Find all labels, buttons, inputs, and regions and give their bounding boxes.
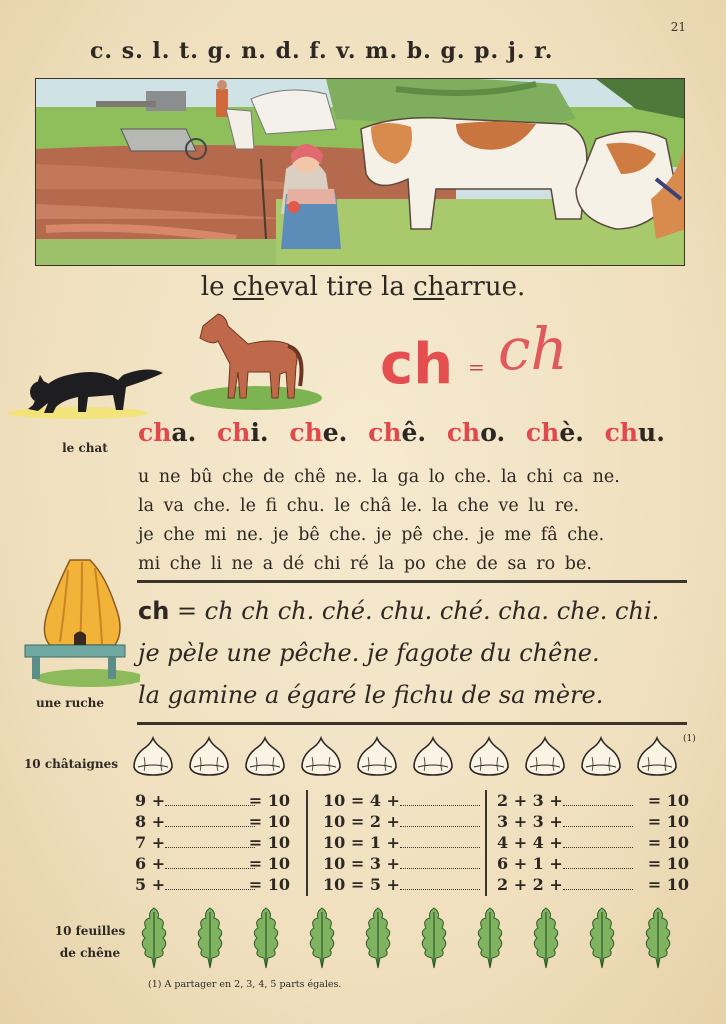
reading-line: je che mi ne. je bê che. je pê che. je me fâ che. — [138, 525, 605, 545]
sum-row: 8 + = 10 — [135, 812, 290, 831]
oak-leaves-label-line-1: 10 feuilles — [54, 924, 126, 938]
column-separator — [485, 790, 487, 896]
oak-leaf-icon — [474, 906, 506, 970]
cursive-ch-head: ch — [138, 597, 170, 625]
beehive-label: une ruche — [36, 696, 104, 710]
oak-leaf-icon — [418, 906, 450, 970]
sum-row: 10 = 2 + — [323, 811, 483, 832]
addition-exercises — [135, 790, 695, 900]
sum-row: 10 = 1 + — [323, 832, 483, 853]
cursive-line-1-rest: = ch ch ch. ché. chu. ché. cha. che. chi. — [169, 597, 660, 625]
chestnut-icon — [298, 735, 344, 777]
sum-row: 3 + 3 + = 10 — [497, 812, 689, 831]
oak-leaf-icon — [194, 906, 226, 970]
caption-word-le: le — [200, 272, 233, 302]
sum-column-3 — [497, 790, 689, 895]
syllables-row — [138, 418, 698, 447]
chestnut-icon — [578, 735, 624, 777]
cat-label: le chat — [62, 441, 108, 455]
oak-leaf-icon — [642, 906, 674, 970]
caption-underlined-ch-1: ch — [232, 272, 265, 302]
sum-row: 5 + = 10 — [135, 875, 290, 894]
ch-print-letters: ch — [380, 332, 454, 397]
chestnut-icon — [522, 735, 568, 777]
chestnut-icon — [634, 735, 680, 777]
divider-rule — [137, 722, 687, 725]
column-separator — [306, 790, 308, 896]
cursive-line: la gamine a égaré le fichu de sa mère. — [138, 681, 604, 709]
syllable: cha. — [138, 418, 197, 447]
cursive-writing-exercise — [138, 590, 694, 716]
sum-row: 9 + = 10 — [135, 791, 290, 810]
sum-row: 10 = 5 + — [323, 874, 483, 895]
cursive-line — [138, 590, 694, 632]
oak-leaves-label-line-2: de chêne — [59, 946, 121, 960]
sum-row: 6 + = 10 — [135, 854, 290, 873]
oak-leaf-icon — [138, 906, 170, 970]
cat-illustration — [8, 345, 168, 425]
sum-row: 2 + 2 + = 10 — [497, 875, 689, 894]
alphabet-review: c. s. l. t. g. n. d. f. v. m. b. g. p. j. r. — [90, 38, 554, 64]
oak-leaf-icon — [586, 906, 618, 970]
sum-row: 10 = 3 + — [323, 853, 483, 874]
reading-line: u ne bû che de chê ne. la ga lo che. la chi ca ne. — [138, 467, 620, 487]
chestnut-icon — [242, 735, 288, 777]
sum-row: 6 + 1 + = 10 — [497, 854, 689, 873]
chestnut-icon — [466, 735, 512, 777]
syllable: che. — [289, 418, 348, 447]
oak-leaf-icon — [362, 906, 394, 970]
horse-illustration — [188, 306, 328, 414]
reading-line: la va che. le fi chu. le châ le. la che ve lu re. — [138, 496, 580, 516]
chestnut-icon — [186, 735, 232, 777]
oak-leaf-icon — [250, 906, 282, 970]
chestnut-icon — [130, 735, 176, 777]
page-number: 21 — [670, 20, 686, 34]
illustration-caption — [0, 272, 726, 302]
syllable: cho. — [446, 418, 506, 447]
oak-leaf-icon — [306, 906, 338, 970]
reading-exercise — [138, 463, 694, 579]
sum-row: 10 = 4 + — [323, 790, 483, 811]
ch-equals-sign: = — [468, 355, 485, 379]
ch-script-letters: ch — [498, 315, 568, 383]
reading-line: mi che li ne a dé chi ré la po che de sa ro be. — [138, 554, 592, 574]
sum-row: 4 + 4 + = 10 — [497, 833, 689, 852]
footnote-mark: (1) — [683, 734, 696, 744]
sum-column-1 — [135, 790, 290, 895]
farm-scene-drawing — [36, 79, 685, 266]
chestnut-icon — [354, 735, 400, 777]
caption-word-tire-la: tire la — [317, 272, 414, 302]
chestnuts-label: 10 châtaignes — [23, 757, 119, 771]
chestnuts-row — [130, 735, 690, 780]
oak-leaf-icon — [530, 906, 562, 970]
oak-leaves-row — [138, 906, 698, 972]
farm-illustration — [35, 78, 685, 266]
caption-underlined-ch-2: ch — [413, 272, 445, 302]
caption-word-cheval-rest: eval — [264, 272, 318, 302]
syllable: chê. — [368, 418, 427, 447]
sum-row: 7 + = 10 — [135, 833, 290, 852]
syllable: chi. — [217, 418, 269, 447]
cursive-line: je pèle une pêche. je fagote du chêne. — [138, 639, 600, 667]
footnote: (1) A partager en 2, 3, 4, 5 parts égales. — [148, 979, 342, 990]
syllable: chè. — [525, 418, 584, 447]
divider-rule — [137, 580, 687, 583]
caption-word-charrue-rest: arrue. — [444, 272, 526, 302]
beehive-illustration — [20, 550, 140, 690]
syllable: chu. — [604, 418, 665, 447]
sum-row: 2 + 3 + = 10 — [497, 791, 689, 810]
sum-column-2 — [323, 790, 483, 895]
chestnut-icon — [410, 735, 456, 777]
